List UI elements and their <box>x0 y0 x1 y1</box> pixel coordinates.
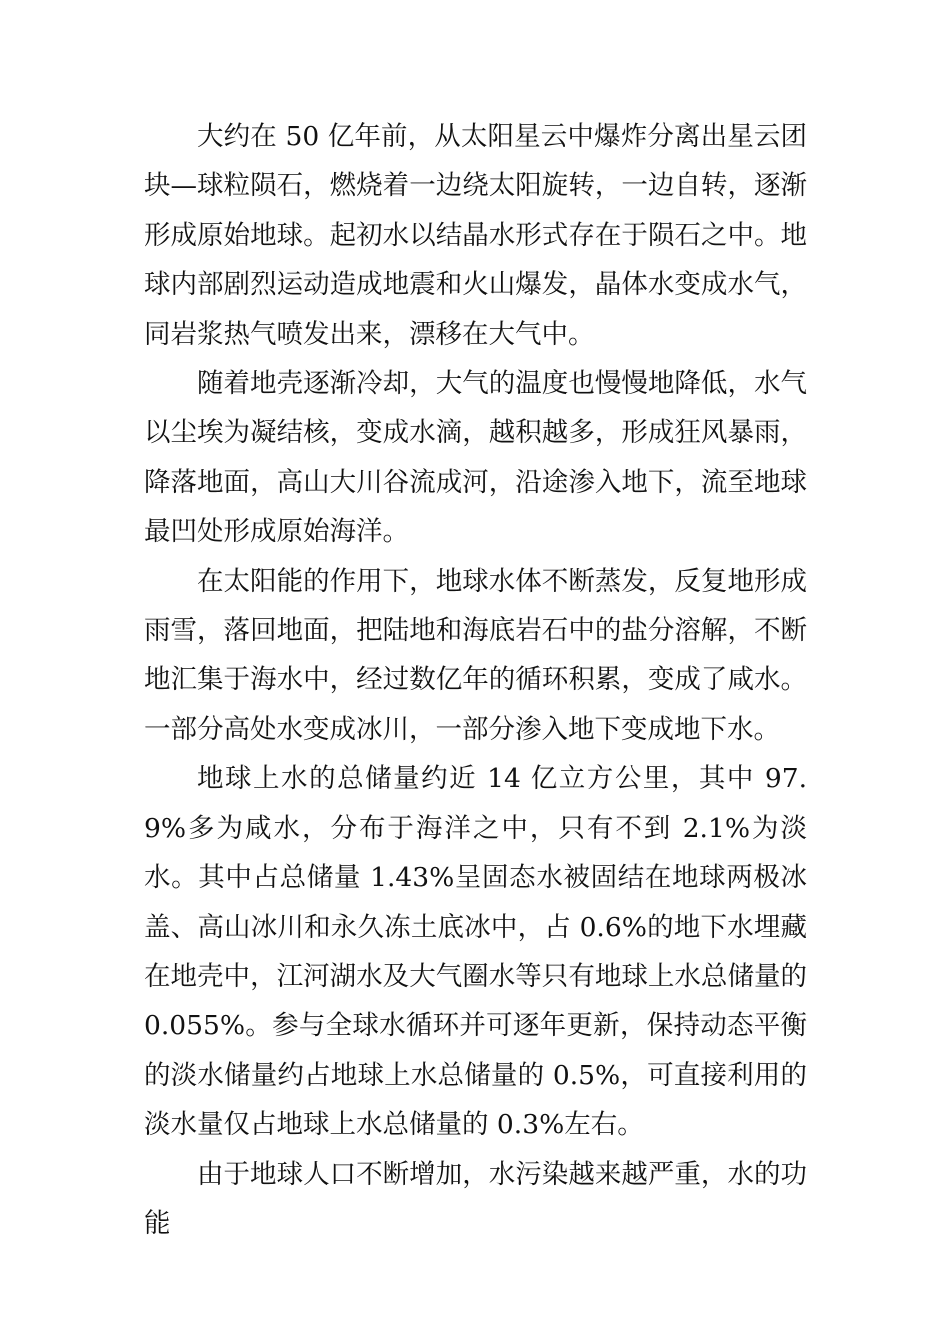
paragraph-ocean-formation: 随着地壳逐渐冷却，大气的温度也慢慢地降低，水气以尘埃为凝结核，变成水滴，越积越多，形成狂风暴雨，降落地面，高山大川谷流成河，沿途渗入地下，流至地球最凹处形成原始海洋。 <box>144 368 807 548</box>
paragraph-earth-formation: 大约在 50 亿年前，从太阳星云中爆炸分离出星云团块—球粒陨石，燃烧着一边绕太阳旋转，一边自转，逐渐形成原始地球。起初水以结晶水形式存在于陨石之中。地球内部剧烈运动造成地震和火山爆发，晶体水变成水气，同岩浆热气喷发出来，漂移在大气中。 <box>144 121 807 350</box>
paragraph-water-reserves: 地球上水的总储量约近 14 亿立方公里，其中 97.9%多为咸水，分布于海洋之中，只有不到 2.1%为淡水。其中占总储量 1.43%呈固态水被固结在地球两极冰盖、高山冰川和永久冻土底冰中，占 0.6%的地下水埋藏在地壳中，江河湖水及大气圈水等只有地球上水总储量的 0.055%。参与全球水循环并可逐年更新，保持动态平衡的淡水储量约占地球上水总储量的 0.5%，可直接利用的淡水量仅占地球上水总储量的 0.3%左右。 <box>144 763 807 1141</box>
paragraph-water-pollution: 由于地球人口不断增加，水污染越来越严重，水的功能 <box>144 1158 807 1239</box>
paragraph-water-cycle: 在太阳能的作用下，地球水体不断蒸发，反复地形成雨雪，落回地面，把陆地和海底岩石中的盐分溶解，不断地汇集于海水中，经过数亿年的循环积累，变成了咸水。一部分高处水变成冰川，一部分渗入地下变成地下水。 <box>144 565 807 745</box>
document-body <box>144 112 807 1248</box>
